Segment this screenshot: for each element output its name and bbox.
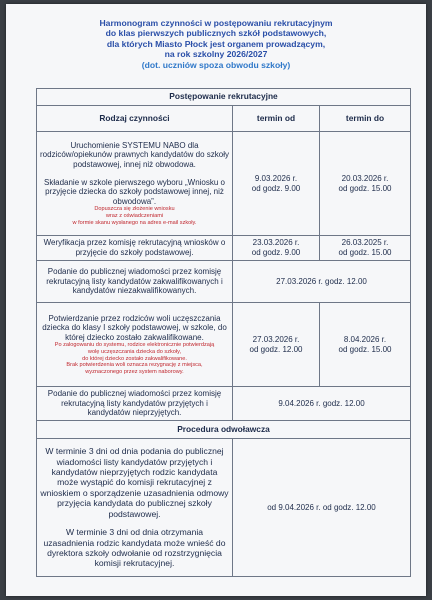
header-line-5: (dot. uczniów spoza obwodu szkoły) [141, 59, 291, 70]
appeal-text: W terminie 3 dni od dnia podania do publicznej wiadomości listy kandydatów przyjętych i kandydatów nieprzyjętych rodzic kandydata może wystąpić do komisji rekrutacyjnej z wnioskiem o sporządzenie uzasadnienia odmowy przyjęcia kandydata do publicznej szkoły podstawowej. [40, 446, 229, 519]
activity-text: Składanie w szkole pierwszego wyboru „Wniosku o przyjęcie dziecka do szkoły podstawowej innej, niż obwodowa”. [44, 177, 225, 206]
date-to: 26.03.2025 r. [341, 238, 389, 248]
schedule-table [36, 88, 411, 577]
note-text: w formie skanu wysłanego na adres e-mail szkoły. [72, 219, 197, 226]
note-text: wraz z oświadczeniami [105, 212, 164, 219]
activity-cell: Podanie do publicznej wiadomości przez komisję rekrutacyjną listy kandydatów zakwalifikowanych i kandydatów niezakwalifikowanych. [37, 261, 233, 303]
date-from-cell [233, 303, 320, 387]
date-from: 9.03.2026 r. [254, 173, 298, 183]
activity-text: Uruchomienie SYSTEMU NABO dla rodziców/opiekunów prawnych kandydatów do szkoły podstawowej, innej niż obwodowa. [40, 140, 229, 170]
date-to: 8.04.2026 r. [343, 334, 387, 344]
table-row [37, 132, 411, 236]
document-page [6, 4, 426, 596]
section-title-recruitment: Postępowanie rekrutacyjne [37, 89, 411, 106]
column-header-row [37, 106, 411, 132]
column-header-from: termin od [233, 106, 320, 132]
note-text: wyznaczonego przez system naborowy. [85, 368, 184, 375]
activity-cell: Weryfikacja przez komisję rekrutacyjną wniosków o przyjęcie do szkoły podstawowej. [37, 236, 233, 261]
activity-cell [37, 132, 233, 236]
appeal-text-cell [37, 439, 233, 577]
section-title-appeal: Procedura odwoławcza [37, 421, 411, 439]
time-from: od godz. 12.00 [249, 344, 303, 354]
time-to: od godz. 15.00 [338, 248, 392, 257]
note-text: wolę uczęszczania dziecka do szkoły, [87, 349, 182, 355]
time-from: od godz. 9.00 [251, 248, 301, 257]
date-to: 20.03.2026 r. [341, 173, 389, 183]
header-line-4: na rok szkolny 2026/2027 [164, 49, 268, 60]
appeal-date-cell: od 9.04.2026 r. od godz. 12.00 [233, 439, 411, 577]
header-line-3: dla których Miasto Płock jest organem prowadzącym, [106, 38, 326, 49]
note-text: Dopuszcza się złożenie wniosku [94, 206, 175, 213]
note-text: do której dziecko zostało zakwalifikowane. [82, 355, 187, 362]
activity-text: Potwierdzanie przez rodziców woli uczęszczania dziecka do klasy I szkoły podstawowej, w szkole, do której dziecko zostało zakwalifikowane. [42, 313, 227, 342]
date-from: 23.03.2026 r. [252, 238, 300, 248]
table-row [37, 261, 411, 303]
activity-cell: Podanie do publicznej wiadomości przez komisję rekrutacyjną listy kandydatów przyjętych i kandydatów nieprzyjętych. [37, 387, 233, 421]
section-header-row [37, 421, 411, 439]
document-header [6, 18, 426, 70]
date-cell: 27.03.2026 r. godz. 12.00 [233, 261, 411, 303]
note-text: Brak potwierdzenia woli oznacza rezygnację z miejsca, [66, 362, 203, 369]
table-row [37, 387, 411, 421]
column-header-activity: Rodzaj czynności [37, 106, 233, 132]
table-row [37, 439, 411, 577]
column-header-to: termin do [320, 106, 411, 132]
date-to-cell [320, 236, 411, 261]
date-from: 27.03.2026 r. [252, 334, 300, 344]
time-to: od godz. 15.00 [338, 183, 392, 193]
header-line-1: Harmonogram czynności w postępowaniu rekrutacyjnym [99, 18, 333, 28]
date-from-cell [233, 236, 320, 261]
table-row [37, 236, 411, 261]
table-row [37, 303, 411, 387]
time-to: od godz. 15.00 [338, 344, 392, 354]
activity-cell [37, 303, 233, 387]
date-to-cell [320, 303, 411, 387]
time-from: od godz. 9.00 [251, 183, 301, 193]
header-line-2: do klas pierwszych publicznych szkół podstawowych, [105, 28, 327, 39]
section-header-row [37, 89, 411, 106]
date-cell: 9.04.2026 r. godz. 12.00 [233, 387, 411, 421]
appeal-text: W terminie 3 dni od dnia otrzymania uzasadnienia rodzic kandydata może wnieść do dyrektora szkoły odwołanie od rozstrzygnięcia komisji rekrutacyjnej. [43, 527, 226, 569]
date-from-cell [233, 132, 320, 236]
note-text: Po zalogowaniu do systemu, rodzice elektronicznie potwierdzają [54, 342, 215, 349]
date-to-cell [320, 132, 411, 236]
